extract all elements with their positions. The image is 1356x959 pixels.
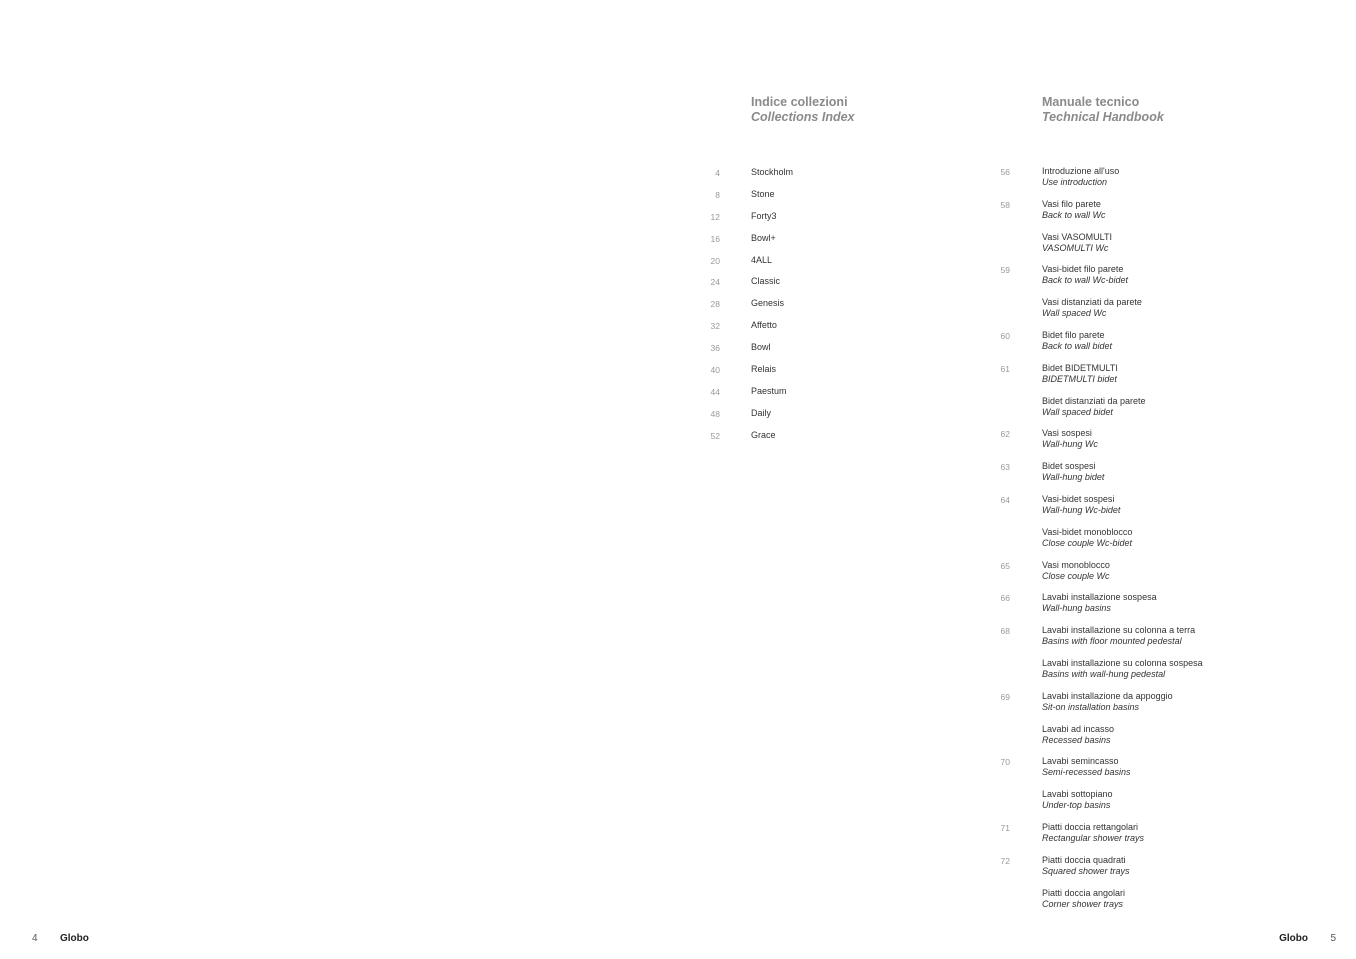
collection-page-number: 12 <box>710 211 720 222</box>
handbook-title-en: Sit-on installation basins <box>1042 701 1140 712</box>
handbook-title-en: Recessed basins <box>1042 734 1111 745</box>
collection-name: Affetto <box>751 320 777 331</box>
collection-name: Classic <box>751 276 781 287</box>
handbook-title-en: Back to wall Wc-bidet <box>1042 275 1129 286</box>
handbook-title-it: Vasi monoblocco <box>1042 559 1110 570</box>
handbook-entry[interactable] <box>990 395 1250 428</box>
handbook-title-en: Squared shower trays <box>1042 865 1130 876</box>
handbook-entry[interactable] <box>990 493 1250 526</box>
collection-entry[interactable] <box>700 206 900 228</box>
handbook-page-number: 62 <box>1000 429 1010 440</box>
handbook-page-number: 69 <box>1000 691 1010 702</box>
collection-entry[interactable] <box>700 162 900 184</box>
collection-name: Paestum <box>751 385 787 396</box>
handbook-entry[interactable] <box>990 559 1250 592</box>
collection-entry[interactable] <box>700 337 900 359</box>
handbook-entry[interactable] <box>990 821 1250 854</box>
handbook-page-number: 71 <box>1000 822 1010 833</box>
collection-page-number: 4 <box>715 168 720 178</box>
handbook-title-it: Vasi VASOMULTI <box>1042 231 1113 242</box>
collection-entry[interactable] <box>700 293 900 315</box>
handbook-title-en: BIDETMULTI bidet <box>1042 373 1117 384</box>
collection-page-number: 16 <box>710 233 720 244</box>
collection-name: Genesis <box>751 298 785 309</box>
handbook-page-number: 60 <box>1000 330 1010 341</box>
handbook-title-it: Piatti doccia rettangolari <box>1042 821 1139 832</box>
handbook-page-number: 66 <box>1000 593 1010 604</box>
handbook-page-number: 59 <box>1000 265 1010 276</box>
left-page-number: 4 <box>32 933 38 944</box>
collection-page-number: 32 <box>710 321 720 332</box>
collection-page-number: 28 <box>710 299 720 310</box>
handbook-entry[interactable] <box>990 755 1250 788</box>
collection-entry[interactable] <box>700 250 900 272</box>
handbook-entry[interactable] <box>990 854 1250 887</box>
handbook-entry[interactable] <box>990 263 1250 296</box>
right-page-number: 5 <box>1330 933 1336 944</box>
handbook-title-en: Basins with floor mounted pedestal <box>1042 636 1182 647</box>
handbook-title-en: Wall spaced Wc <box>1042 308 1107 319</box>
handbook-title-it: Vasi-bidet monoblocco <box>1042 526 1133 537</box>
handbook-page-number: 70 <box>1000 757 1010 768</box>
manual-title-it: Manuale tecnico <box>1042 95 1140 109</box>
collection-page-number: 52 <box>710 430 720 441</box>
handbook-entry[interactable] <box>990 526 1250 559</box>
collection-name: 4ALL <box>751 254 773 265</box>
footer-right <box>1279 933 1336 945</box>
handbook-title-it: Bidet BIDETMULTI <box>1042 362 1118 373</box>
handbook-title-it: Bidet sospesi <box>1042 461 1096 472</box>
handbook-entry[interactable] <box>990 198 1250 231</box>
technical-handbook-list <box>990 165 1250 919</box>
handbook-title-it: Vasi-bidet sospesi <box>1042 493 1115 504</box>
handbook-title-it: Lavabi ad incasso <box>1042 723 1115 734</box>
handbook-title-en: Back to wall bidet <box>1042 340 1113 351</box>
handbook-page-number: 58 <box>1000 199 1010 210</box>
handbook-title-en: Semi-recessed basins <box>1042 767 1131 778</box>
collection-entry[interactable] <box>700 184 900 206</box>
collections-index-heading <box>751 95 855 125</box>
handbook-title-it: Piatti doccia angolari <box>1042 887 1126 898</box>
handbook-title-it: Lavabi installazione da appoggio <box>1042 690 1173 701</box>
collections-title-en: Collections Index <box>751 110 855 124</box>
handbook-entry[interactable] <box>990 427 1250 460</box>
collection-page-number: 48 <box>710 408 720 419</box>
handbook-title-en: VASOMULTI Wc <box>1042 242 1109 253</box>
handbook-title-en: Back to wall Wc <box>1042 209 1106 220</box>
collection-entry[interactable] <box>700 403 900 425</box>
handbook-title-it: Piatti doccia quadrati <box>1042 854 1126 865</box>
handbook-title-en: Wall-hung bidet <box>1042 472 1105 483</box>
collections-title-it: Indice collezioni <box>751 95 848 109</box>
collection-entry[interactable] <box>700 271 900 293</box>
handbook-title-en: Rectangular shower trays <box>1042 832 1145 843</box>
handbook-title-en: Corner shower trays <box>1042 898 1124 909</box>
collection-entry[interactable] <box>700 359 900 381</box>
handbook-title-en: Wall-hung basins <box>1042 603 1111 614</box>
collection-entry[interactable] <box>700 381 900 403</box>
manual-title-en: Technical Handbook <box>1042 110 1164 124</box>
handbook-title-it: Lavabi sottopiano <box>1042 789 1113 800</box>
handbook-title-it: Introduzione all'uso <box>1042 166 1120 176</box>
handbook-title-it: Bidet distanziati da parete <box>1042 395 1146 406</box>
handbook-title-en: Wall-hung Wc-bidet <box>1042 504 1121 515</box>
handbook-entry[interactable] <box>990 624 1250 657</box>
collection-name: Bowl <box>751 342 771 353</box>
handbook-entry[interactable] <box>990 362 1250 395</box>
collection-page-number: 8 <box>715 189 720 200</box>
handbook-title-en: Use introduction <box>1042 177 1108 187</box>
footer-left <box>32 933 89 945</box>
collection-page-number: 44 <box>710 386 720 397</box>
handbook-title-it: Bidet filo parete <box>1042 329 1105 340</box>
handbook-entry[interactable] <box>990 329 1250 362</box>
handbook-entry[interactable] <box>990 165 1250 198</box>
handbook-title-en: Close couple Wc-bidet <box>1042 537 1133 548</box>
handbook-page-number: 63 <box>1000 462 1010 473</box>
handbook-title-en: Wall-hung Wc <box>1042 439 1098 450</box>
collection-name: Daily <box>751 407 772 418</box>
handbook-entry[interactable] <box>990 657 1250 690</box>
handbook-entry[interactable] <box>990 296 1250 329</box>
collection-entry[interactable] <box>700 228 900 250</box>
handbook-title-it: Vasi-bidet filo parete <box>1042 264 1124 275</box>
handbook-entry[interactable] <box>990 788 1250 821</box>
collection-name: Stockholm <box>751 167 794 177</box>
collection-page-number: 24 <box>710 277 720 288</box>
handbook-title-it: Lavabi installazione su colonna a terra <box>1042 625 1196 636</box>
technical-handbook-heading <box>1042 95 1164 125</box>
collection-entry[interactable] <box>700 425 900 447</box>
handbook-entry[interactable] <box>990 231 1250 264</box>
collection-name: Bowl+ <box>751 232 776 243</box>
collection-name: Relais <box>751 364 777 375</box>
collection-name: Grace <box>751 429 776 440</box>
collection-page-number: 40 <box>710 365 720 376</box>
handbook-page-number: 56 <box>1000 167 1010 177</box>
handbook-title-it: Vasi distanziati da parete <box>1042 297 1142 308</box>
handbook-title-it: Lavabi installazione su colonna sospesa <box>1042 657 1203 668</box>
handbook-title-it: Lavabi installazione sospesa <box>1042 592 1157 603</box>
handbook-title-en: Basins with wall-hung pedestal <box>1042 668 1166 679</box>
handbook-entry[interactable] <box>990 460 1250 493</box>
handbook-entry[interactable] <box>990 690 1250 723</box>
left-brand-name: Globo <box>60 933 89 944</box>
handbook-title-it: Vasi sospesi <box>1042 428 1092 439</box>
handbook-title-it: Lavabi semincasso <box>1042 756 1119 767</box>
handbook-entry[interactable] <box>990 887 1250 920</box>
handbook-page-number: 61 <box>1000 363 1010 374</box>
collection-page-number: 20 <box>710 255 720 266</box>
handbook-title-en: Under-top basins <box>1042 800 1111 811</box>
handbook-title-it: Vasi filo parete <box>1042 198 1101 209</box>
handbook-entry[interactable] <box>990 591 1250 624</box>
handbook-page-number: 72 <box>1000 855 1010 866</box>
handbook-title-en: Wall spaced bidet <box>1042 406 1113 417</box>
right-brand-name: Globo <box>1279 933 1308 944</box>
collection-entry[interactable] <box>700 315 900 337</box>
handbook-entry[interactable] <box>990 723 1250 756</box>
collections-list <box>700 162 900 447</box>
handbook-title-en: Close couple Wc <box>1042 570 1110 581</box>
collection-page-number: 36 <box>710 343 720 354</box>
handbook-page-number: 65 <box>1000 560 1010 571</box>
handbook-page-number: 64 <box>1000 494 1010 505</box>
collection-name: Stone <box>751 188 775 199</box>
collection-name: Forty3 <box>751 210 777 221</box>
handbook-page-number: 68 <box>1000 626 1010 637</box>
